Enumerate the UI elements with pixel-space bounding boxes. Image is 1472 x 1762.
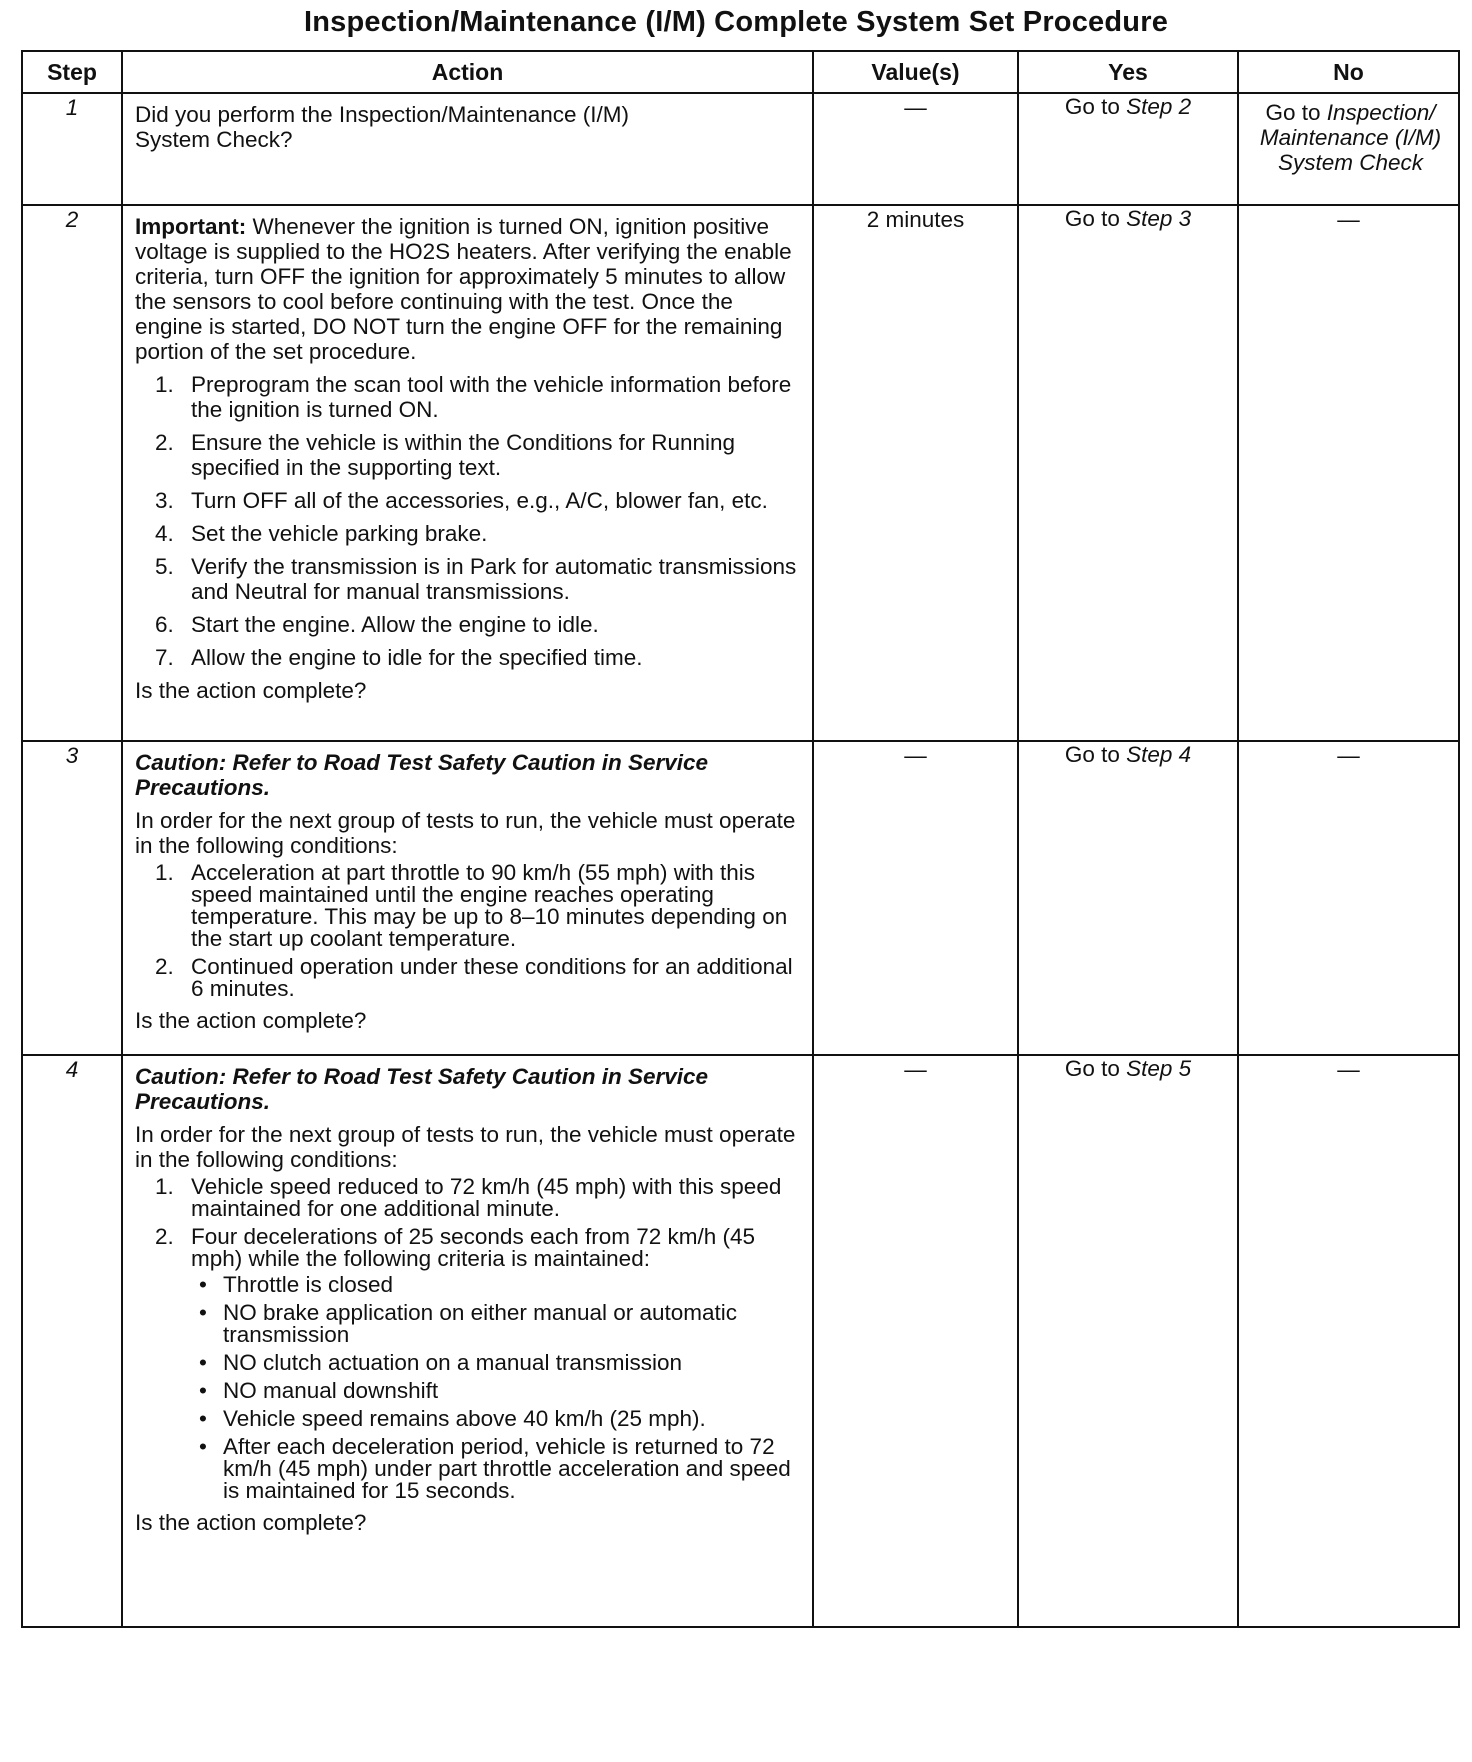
no-cell: — [1238,741,1459,1055]
table-row-step-1 [22,93,1459,205]
list-item: • NO manual downshift [199,1378,439,1403]
yes-step-link[interactable]: Step 5 [1126,1056,1192,1081]
list-item: • Throttle is closed [199,1272,394,1297]
yes-prefix: Go to [1064,206,1127,231]
list-item: 4. Set the vehicle parking brake. [155,521,488,546]
yes-cell [1018,741,1238,1055]
value-cell: — [813,93,1018,205]
no-prefix: Go to [1265,100,1327,125]
list-item: 2. Continued operation under these conditions for an additional 6 minutes. [155,954,793,1001]
list-item: • Vehicle speed remains above 40 km/h (25 mph). [199,1406,706,1431]
caution-note: Caution: Refer to Road Test Safety Caution in Service Precautions. [135,750,709,800]
list-item: • NO clutch actuation on a manual transmission [199,1350,682,1375]
list-item: 7. Allow the engine to idle for the specified time. [155,645,643,670]
action-steps [135,372,800,670]
no-cell: — [1238,205,1459,741]
action-question: Is the action complete? [135,1510,367,1535]
no-cell [1238,93,1459,205]
procedure-table [21,50,1460,1628]
list-item: 1. Acceleration at part throttle to 90 km/h (55 mph) with this speed maintained until the engine reaches operating temperature. This may be up to 8–10 minutes depending on the start up coolant temperature. [155,860,788,951]
header-values: Value(s) [813,51,1018,93]
list-item: • NO brake application on either manual or automatic transmission [199,1300,738,1347]
criteria-list [191,1274,800,1502]
yes-prefix: Go to [1064,1056,1127,1081]
yes-prefix: Go to [1064,742,1127,767]
action-cell [122,93,813,205]
table-row-step-2 [22,205,1459,741]
list-item: 2. Ensure the vehicle is within the Conditions for Running specified in the supporting text. [155,430,736,480]
step-number: 3 [22,741,122,1055]
list-item: 1. Vehicle speed reduced to 72 km/h (45 mph) with this speed maintained for one additional minute. [155,1174,782,1221]
list-item: • After each deceleration period, vehicle is returned to 72 km/h (45 mph) under part throttle acceleration and speed is maintained for 15 seconds. [199,1434,791,1503]
yes-step-link[interactable]: Step 2 [1126,94,1192,119]
header-step: Step [22,51,122,93]
caution-note: Caution: Refer to Road Test Safety Caution in Service Precautions. [135,1064,709,1114]
list-item: 2. Four decelerations of 25 seconds each from 72 km/h (45 mph) while the following criteria is maintained: • Throttle is closed • NO brake application on either manual or automatic transmission • NO clutch actuation on a manual transmission • NO manual downshift • Vehicle speed remains above 40 km/h (25 mph). • After each deceleration period, vehicle is returned to 72 km/h (45 mph) under part throttle acceleration and speed is maintained for 15 seconds. [135,1226,800,1502]
yes-cell [1018,1055,1238,1627]
yes-prefix: Go to [1064,94,1127,119]
value-cell: — [813,1055,1018,1627]
header-yes: Yes [1018,51,1238,93]
list-item: 3. Turn OFF all of the accessories, e.g., A/C, blower fan, etc. [155,488,768,513]
step-number: 2 [22,205,122,741]
action-steps [135,862,800,1000]
important-text: Whenever the ignition is turned ON, ignition positive voltage is supplied to the HO2S heaters. After verifying the enable criteria, turn OFF the ignition for approximately 5 minutes to allow the sensors to cool before continuing with the test. Once the engine is started, DO NOT turn the engine OFF for the remaining portion of the set procedure. [135,214,792,364]
conditions-intro: In order for the next group of tests to run, the vehicle must operate in the following conditions: [135,1122,796,1172]
action-cell [122,741,813,1055]
header-action: Action [122,51,813,93]
no-cell: — [1238,1055,1459,1627]
step-number: 1 [22,93,122,205]
page-title: Inspection/Maintenance (I/M) Complete System Set Procedure [303,6,1169,38]
yes-cell [1018,205,1238,741]
list-item: 1. Preprogram the scan tool with the vehicle information before the ignition is turned ON. [155,372,792,422]
important-label: Important: [135,214,247,239]
yes-cell [1018,93,1238,205]
conditions-intro: In order for the next group of tests to run, the vehicle must operate in the following conditions: [135,808,796,858]
important-note [135,214,800,364]
action-question: Is the action complete? [135,678,367,703]
yes-step-link[interactable]: Step 4 [1126,742,1192,767]
table-row-step-3 [22,741,1459,1055]
table-header-row [22,51,1459,93]
action-cell [122,205,813,741]
action-question: Did you perform the Inspection/Maintenance (I/M) System Check? [135,102,629,152]
yes-step-link[interactable]: Step 3 [1126,206,1192,231]
list-item: 6. Start the engine. Allow the engine to idle. [155,612,599,637]
value-cell: — [813,741,1018,1055]
action-cell [122,1055,813,1627]
action-question: Is the action complete? [135,1008,367,1033]
list-item: 5. Verify the transmission is in Park for automatic transmissions and Neutral for manual transmissions. [155,554,797,604]
action-steps [135,1176,800,1502]
header-no: No [1238,51,1459,93]
no-system-check-link[interactable]: Inspection/ Maintenance (I/M) System Check [1259,100,1442,175]
step-number: 4 [22,1055,122,1627]
value-cell: 2 minutes [813,205,1018,741]
table-row-step-4 [22,1055,1459,1627]
